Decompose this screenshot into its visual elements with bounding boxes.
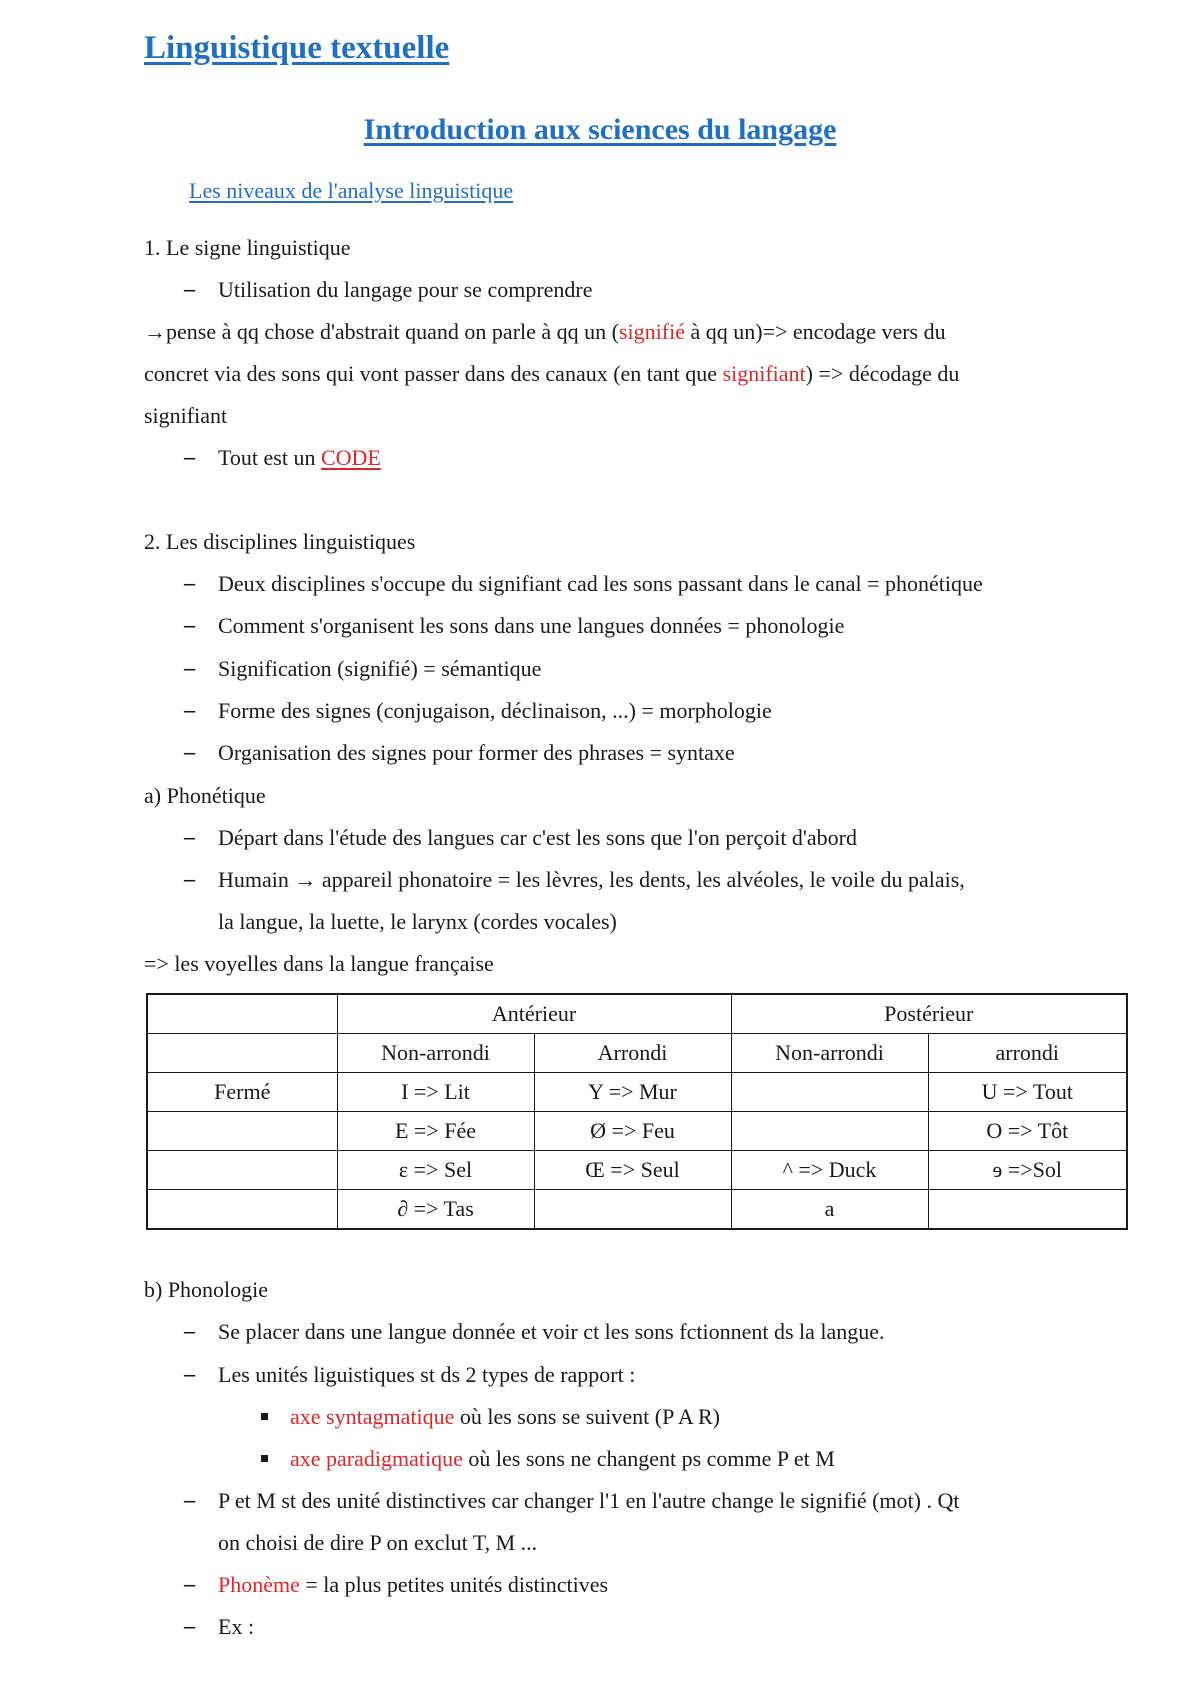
sub-list-item: axe syntagmatique où les sons se suivent (P A R) <box>290 1404 720 1429</box>
table-row <box>147 1112 1127 1151</box>
table-cell <box>147 1112 337 1151</box>
list-item: Tout est un CODE <box>218 445 381 470</box>
paragraph-line: concret via des sons qui vont passer dans des canaux (en tant que signifiant) => décodage du <box>144 361 960 386</box>
table-cell: ε => Sel <box>337 1151 534 1190</box>
heading-disciplines: 2. Les disciplines linguistiques <box>144 529 416 554</box>
table-cell <box>731 1112 928 1151</box>
table-cell: Œ => Seul <box>534 1151 731 1190</box>
table-subheader: Non-arrondi <box>337 1034 534 1073</box>
table-cell <box>928 1190 1127 1230</box>
dash-icon: – <box>184 1571 195 1596</box>
table-row <box>147 1073 1127 1112</box>
table-lead: => les voyelles dans la langue française <box>144 951 494 976</box>
list-item-continuation: on choisi de dire P on exclut T, M ... <box>218 1530 538 1555</box>
table-header-anterieur: Antérieur <box>337 994 731 1034</box>
table-cell: Ø => Feu <box>534 1112 731 1151</box>
table-cell <box>147 1190 337 1230</box>
dash-icon: – <box>184 276 195 301</box>
table-cell <box>147 994 337 1034</box>
table-header-posterieur: Postérieur <box>731 994 1127 1034</box>
dash-icon: – <box>184 866 195 891</box>
list-item: Ex : <box>218 1614 255 1639</box>
list-item: Les unités liguistiques st ds 2 types de rapport : <box>218 1362 636 1387</box>
dash-icon: – <box>184 1361 195 1386</box>
list-item: Utilisation du langage pour se comprendre <box>218 277 593 302</box>
dash-icon: – <box>184 1613 195 1638</box>
list-item: Se placer dans une langue donnée et voir ct les sons fctionnent ds la langue. <box>218 1319 885 1344</box>
table-subheader: Arrondi <box>534 1034 731 1073</box>
heading-phonologie: b) Phonologie <box>144 1277 269 1302</box>
paragraph-line: →pense à qq chose d'abstrait quand on parle à qq un (signifié à qq un)=> encodage vers du <box>144 319 946 344</box>
table-cell: a <box>731 1190 928 1230</box>
dash-icon: – <box>184 824 195 849</box>
list-item-continuation: la langue, la luette, le larynx (cordes vocales) <box>218 909 617 934</box>
table-cell: U => Tout <box>928 1073 1127 1112</box>
square-bullet-icon <box>261 1413 268 1420</box>
table-cell <box>147 1151 337 1190</box>
section-link[interactable]: Les niveaux de l'analyse linguistique <box>189 178 514 203</box>
dash-icon: – <box>184 1318 195 1343</box>
dash-icon: – <box>184 570 195 595</box>
table-cell: E => Fée <box>337 1112 534 1151</box>
table-subheader: arrondi <box>928 1034 1127 1073</box>
table-cell: Fermé <box>147 1073 337 1112</box>
table-cell: ∂ => Tas <box>337 1190 534 1230</box>
table-header-row <box>147 994 1127 1034</box>
dash-icon: – <box>184 444 195 469</box>
list-item: Signification (signifié) = sémantique <box>218 656 542 681</box>
sub-list-item: axe paradigmatique où les sons ne changent ps comme P et M <box>290 1446 835 1471</box>
table-cell <box>534 1190 731 1230</box>
vowels-table <box>146 993 1128 1230</box>
list-item: Deux disciplines s'occupe du signifiant cad les sons passant dans le canal = phonétique <box>218 571 983 596</box>
heading-signe: 1. Le signe linguistique <box>144 235 351 260</box>
table-row <box>147 1190 1127 1230</box>
list-item: P et M st des unité distinctives car changer l'1 en l'autre change le signifié (mot) . Qt <box>218 1488 960 1513</box>
list-item: Phonème = la plus petites unités distinctives <box>218 1572 609 1597</box>
list-item: Forme des signes (conjugaison, déclinaison, ...) = morphologie <box>218 698 772 723</box>
table-cell: Y => Mur <box>534 1073 731 1112</box>
table-cell: I => Lit <box>337 1073 534 1112</box>
dash-icon: – <box>184 655 195 680</box>
table-cell <box>731 1073 928 1112</box>
table-cell: ^ => Duck <box>731 1151 928 1190</box>
dash-icon: – <box>184 697 195 722</box>
dash-icon: – <box>184 612 195 637</box>
main-subtitle: Introduction aux sciences du langage <box>363 113 837 146</box>
table-cell: O => Tôt <box>928 1112 1127 1151</box>
table-row <box>147 1151 1127 1190</box>
square-bullet-icon <box>261 1455 268 1462</box>
list-item: Humain → appareil phonatoire = les lèvres, les dents, les alvéoles, le voile du palais, <box>218 867 965 892</box>
table-cell <box>147 1034 337 1073</box>
table-subheader-row <box>147 1034 1127 1073</box>
heading-phonetique: a) Phonétique <box>144 783 266 808</box>
paragraph-line: signifiant <box>144 403 228 428</box>
list-item: Départ dans l'étude des langues car c'est les sons que l'on perçoit d'abord <box>218 825 857 850</box>
dash-icon: – <box>184 739 195 764</box>
page-title: Linguistique textuelle <box>144 30 450 66</box>
list-item: Comment s'organisent les sons dans une langues données = phonologie <box>218 613 845 638</box>
list-item: Organisation des signes pour former des phrases = syntaxe <box>218 740 735 765</box>
dash-icon: – <box>184 1487 195 1512</box>
table-subheader: Non-arrondi <box>731 1034 928 1073</box>
table-cell: ɘ =>Sol <box>928 1151 1127 1190</box>
